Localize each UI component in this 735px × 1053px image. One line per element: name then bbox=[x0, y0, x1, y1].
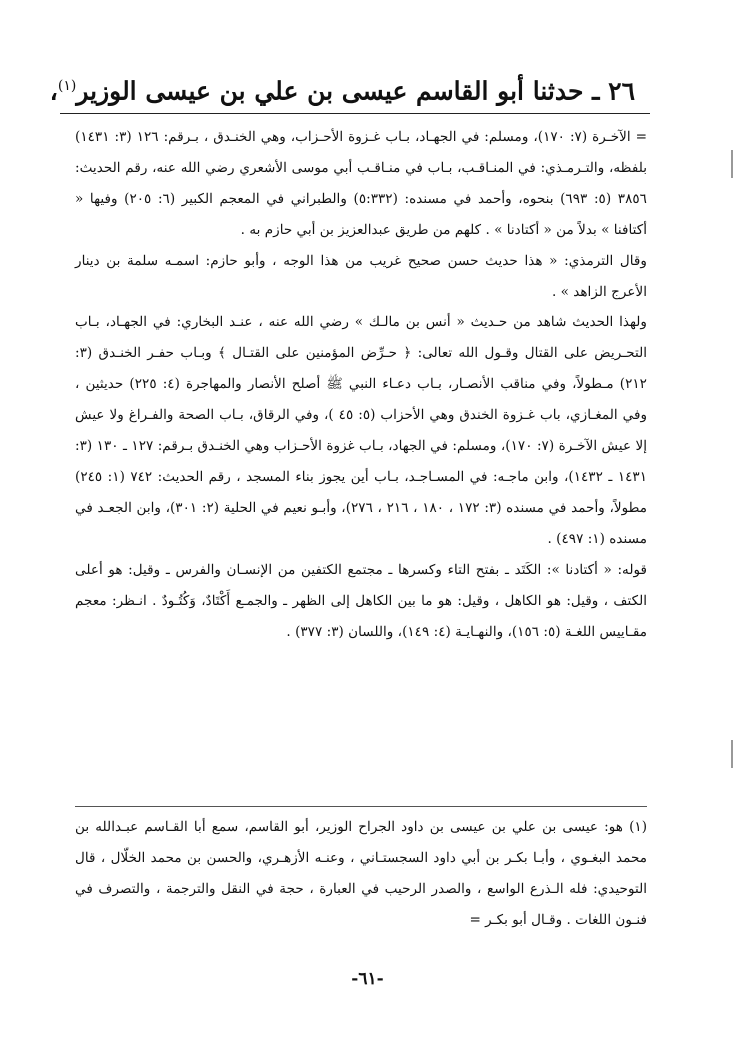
commentary-paragraph-vocabulary: قوله: « أكتادنا »: الكَتَد ـ بفتح التاء وكسرها ـ مجتمع الكتفين من الإنسـان والفرس ـ وقيل: هو أعلى الكتف ، وقيل: هو الكاهل ، وقيل: هو ما بين الكاهل إلى الظهر ـ والجمـع أَكْتَادٌ، وَكُتُـودٌ . انـظر: معجم مقـاييس اللغـة (٥: ١٥٦)، والنهـايـة (٤: ١٤٩)، واللسان (٣: ٣٧٧) . bbox=[75, 561, 647, 640]
commentary-paragraph-witness: ولهذا الحديث شاهد من حـديث « أنس بن مالـك » رضي الله عنه ، عنـد البخاري: في الجهـاد، بـاب التحـريض على القتال وقـول الله تعالى: ﴿ حـرِّض المؤمنين على القتـال ﴾ وبـاب حفـر الخنـدق (٣: ٢١٢) مـطولاً، وفي مناقب الأنصـار، بـاب دعـاء النبي ﷺ أصلح الأنصار والمهاجرة (٤: ٢٢٥) حديثين ، وفي المغـازي، باب غـزوة الخندق وهي الأحزاب (٥: ٤٥ )، وفي الرقاق، بـاب الصحة والفـراغ ولا عيش إلا عيش الآخـرة (٧: ١٧٠)، ومسلم: في الجهاد، بـاب غزوة الأحـزاب وهي الخنـدق بـرقم: ١٢٧ ـ ١٣٠ (٣: ١٤٣١ ـ ١٤٣٢)، وابن ماجـه: في المسـاجـد، بـاب أين يجوز بناء المسجد ، رقم الحديث: ٧٤٢ (١: ٢٤٥) مطولاً، وأحمد في مسنده (٣: ١٧٢ ، ١٨٠ ، ٢١٦ ، ٢٧٦)، وأبـو نعيم في الحلية (٢: ٣٠١)، وابن الجعـد في مسنده (١: ٤٩٧) . bbox=[75, 314, 648, 547]
page-number: -٦١- bbox=[351, 969, 384, 989]
footnote-reference[interactable]: (١) bbox=[57, 78, 77, 94]
heading-title: ٢٦ ـ حدثنا أبو القاسم عيسى بن علي بن عيسى الوزير bbox=[76, 76, 635, 106]
scan-edge-mark-top bbox=[731, 150, 733, 178]
commentary-body bbox=[75, 122, 647, 647]
hadith-heading bbox=[49, 68, 635, 109]
heading-rule bbox=[60, 113, 650, 114]
scan-edge-mark-bottom bbox=[731, 740, 733, 768]
footnote-separator bbox=[75, 806, 647, 807]
heading-tail: ، bbox=[49, 76, 58, 106]
footnote-text: (١) هو: عيسى بن علي بن عيسى بن داود الجراح الوزير، أبو القاسم، سمع أبا القـاسم عبـدالله بن محمد البغـوي ، وأبـا بكـر بن أبي داود السجستـاني ، وعنـه الأزهـري، والحسن بن محمد الخلّال ، قال التوحيدي: فله الـذرع الواسع ، والصدر الرحيب في العبارة ، حجة في النقل والترجمة ، والتصرف في فنـون اللغات . وقـال أبو بكـر = bbox=[75, 819, 647, 928]
commentary-paragraph-takhrij: = الآخـرة (٧: ١٧٠)، ومسلم: في الجهـاد، بـاب غـزوة الأحـزاب، وهي الخنـدق ، بـرقم: ١٢٦ (٣: ١٤٣١) بلفظه، والتـرمـذي: في المنـاقـب، بـاب في منـاقـب أبي موسى الأشعري رضي الله عنه، رقم الحديث: ٣٨٥٦ (٥: ٦٩٣) بنحوه، وأحمد في مسنده: (٥:٣٣٢) والطبراني في المعجم الكبير (٦: ٢٠٥) وفيها « أكتافنا » بدلاً من « أكتادنا » . كلهم من طريق عبدالعزيز بن أبي حازم به . bbox=[75, 129, 648, 238]
commentary-paragraph-tirmidhi: وقال الترمذي: « هذا حديث حسن صحيح غريب من هذا الوجه ، وأبو حازم: اسمـه سلمة بن دينار الأعرج الزاهد » . bbox=[75, 252, 647, 300]
